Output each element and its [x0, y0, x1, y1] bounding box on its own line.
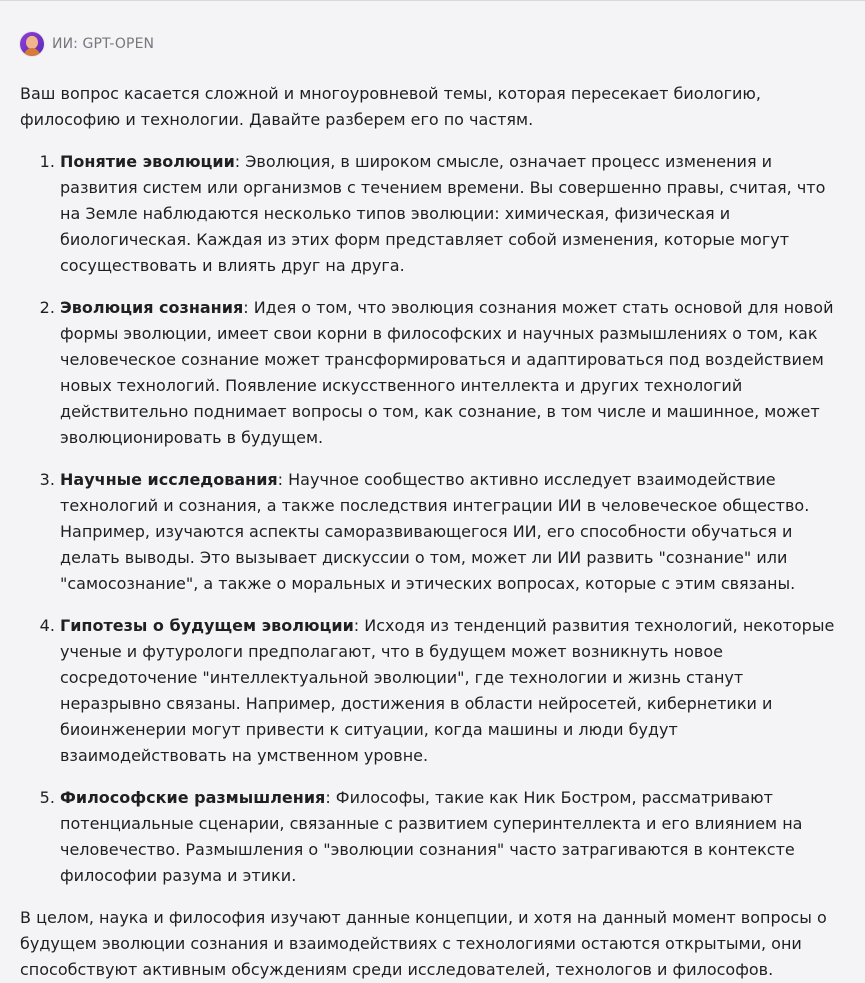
author-label: ИИ: GPT-OPEN	[52, 36, 155, 52]
list-item-text: : Исходя из тенденций развития технологий, некоторые ученые и футурологи предполагают, что в будущем может возникнуть новое сосредоточение "интеллектуальной эволюции", где технологии и жизнь станут неразрывно связаны. Например, достижения в области нейросетей, кибернетики и биоинженерии могут привести к ситуации, когда машины и люди будут взаимодействовать на умственном уровне.	[60, 616, 835, 765]
list-item-term: Философские размышления	[60, 788, 326, 807]
list-item-term: Научные исследования	[60, 470, 278, 489]
assistant-message	[20, 30, 845, 983]
intro-paragraph: Ваш вопрос касается сложной и многоуровневой темы, которая пересекает биологию, философию и технологии. Давайте разберем его по частям.	[20, 84, 761, 129]
user-avatar-icon	[20, 32, 44, 56]
list-item	[60, 149, 845, 279]
top-divider	[0, 0, 865, 1]
outro-paragraph: В целом, наука и философия изучают данные концепции, и хотя на данный момент вопросы о будущем эволюции сознания и взаимодействиях с технологиями остаются открытыми, они способствуют активным обсуждениям среди исследователей, технологов и философов.	[20, 908, 827, 979]
message-header	[20, 30, 845, 58]
list-item-text: : Эволюция, в широком смысле, означает процесс изменения и развития систем или организмов с течением времени. Вы совершенно правы, считая, что на Земле наблюдаются несколько типов эволюции: химическая, физическая и биологическая. Каждая из этих форм представляет собой изменения, которые могут сосуществовать и влиять друг на друга.	[60, 152, 826, 275]
list-item	[60, 785, 845, 889]
numbered-list	[20, 149, 845, 889]
list-item-text: : Философы, такие как Ник Бостром, рассматривают потенциальные сценарии, связанные с развитием суперинтеллекта и его влиянием на человечество. Размышления о "эволюции сознания" часто затрагиваются в контексте философии разума и этики.	[60, 788, 803, 885]
list-item-term: Понятие эволюции	[60, 152, 235, 171]
list-item-term: Эволюция сознания	[60, 298, 244, 317]
list-item-term: Гипотезы о будущем эволюции	[60, 616, 354, 635]
list-item	[60, 467, 845, 597]
list-item-text: : Научное сообщество активно исследует взаимодействие технологий и сознания, а также последствия интеграции ИИ в человеческое общество. Например, изучаются аспекты саморазвивающегося ИИ, его способности обучаться и делать выводы. Это вызывает дискуссии о том, может ли ИИ развить "сознание" или "самосознание", а также о моральных и этических вопросах, которые с этим связаны.	[60, 470, 810, 593]
message-content	[20, 81, 845, 983]
list-item	[60, 295, 845, 451]
list-item-text: : Идея о том, что эволюция сознания может стать основой для новой формы эволюции, имеет свои корни в философских и научных размышлениях о том, как человеческое сознание может трансформироваться и адаптироваться под воздействием новых технологий. Появление искусственного интеллекта и других технологий действительно поднимает вопросы о том, как сознание, в том числе и машинное, может эволюционировать в будущем.	[60, 298, 834, 447]
list-item	[60, 613, 845, 769]
